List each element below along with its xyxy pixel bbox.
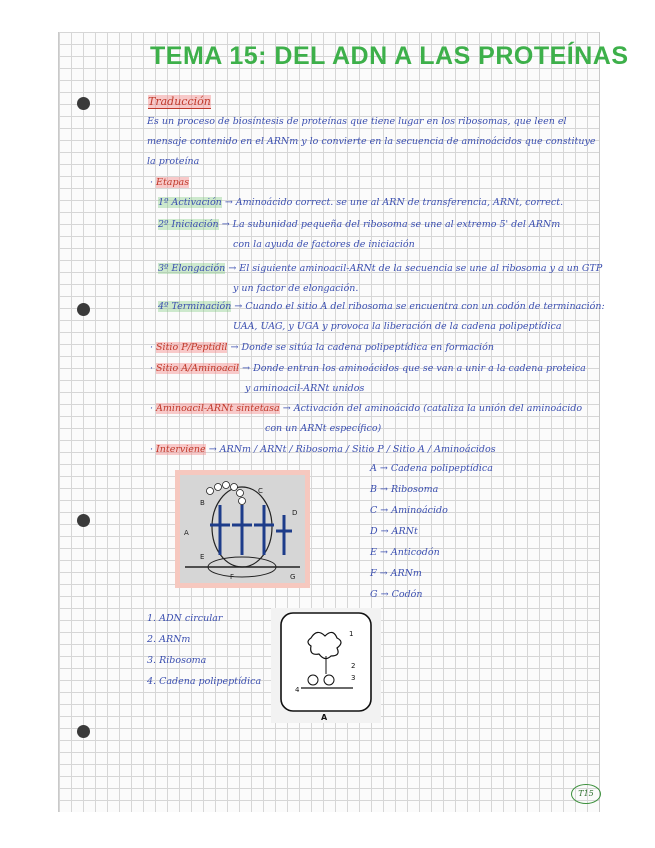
def-row: · Sitio A/Aminoacil → Donde entran los aminoácidos que se van a unir a la cadena proteica (150, 363, 586, 374)
etapa-cont: y un factor de elongación. (233, 283, 359, 294)
diagram-label: F (230, 573, 235, 581)
interviene-term: Interviene (156, 444, 206, 455)
etapa-cont: UAA, UAG, y UGA y provoca la liberación de la cadena polipeptídica (233, 321, 562, 332)
legend-item: 2. ARNm (147, 634, 191, 645)
legend-item: 4. Cadena polipeptídica (147, 676, 262, 687)
interviene-row: · Interviene → ARNm / ARNt / Ribosoma / Sitio P / Sitio A / Aminoácidos (150, 444, 496, 455)
legend-item: 1. ADN circular (147, 613, 223, 624)
etapa-term: 3º Elongación (158, 263, 226, 274)
diagram-label: C (258, 487, 263, 495)
etapa-term: 1º Activación (158, 197, 222, 208)
ribosome-illustration (180, 475, 305, 583)
def-row: · Sitio P/Peptidil → Donde se sitúa la cadena polipeptídica en formación (150, 342, 494, 353)
etapa-cont: con la ayuda de factores de iniciación (233, 239, 415, 250)
binder-hole (77, 303, 90, 316)
def-term: Aminoacil-ARNt sintetasa (156, 403, 280, 414)
polysome-illustration (271, 608, 381, 723)
diagram-number: 4 (295, 686, 300, 694)
page-stamp: T15 (571, 784, 601, 804)
interviene-text: → ARNm / ARNt / Ribosoma / Sitio P / Sitio A / Aminoácidos (208, 444, 496, 455)
etapa-text: → Aminoácido correct. se une al ARN de transferencia, ARNt, correct. (224, 197, 564, 208)
legend-item: A → Cadena polipeptídica (370, 463, 493, 474)
diagram-label: G (290, 573, 296, 581)
etapa-row (158, 196, 563, 209)
legend-item: D → ARNt (370, 526, 418, 537)
legend-item: 3. Ribosoma (147, 655, 207, 666)
intro-line: la proteína (147, 156, 200, 167)
def-text: → Donde entran los aminoácidos que se van a unir a la cadena proteica (242, 363, 586, 374)
etapa-text: → La subunidad pequeña del ribosoma se une al extremo 5' del ARNm (221, 219, 561, 230)
diagram-number: 3 (351, 674, 356, 682)
polysome-diagram (271, 608, 381, 723)
intro-line: Es un proceso de biosíntesis de proteínas que tiene lugar en los ribosomas, que leen el (147, 116, 567, 127)
def-term: Sitio P/Peptidil (156, 342, 228, 353)
binder-hole (77, 725, 90, 738)
diagram-label: E (200, 553, 205, 561)
etapa-row (158, 262, 602, 275)
intro-line: mensaje contenido en el ARNm y lo convierte en la secuencia de aminoácidos que constituye (147, 136, 596, 147)
diagram-caption: A (321, 713, 328, 722)
section-heading: Traducción (148, 95, 211, 108)
etapa-row (158, 218, 560, 231)
diagram-label: B (200, 499, 205, 507)
diagram-number: 1 (349, 630, 354, 638)
legend-item: C → Aminoácido (370, 505, 448, 516)
etapa-text: → El siguiente aminoacil-ARNt de la secuencia se une al ribosoma y a un GTP (228, 263, 603, 274)
etapas-label: Etapas (156, 177, 190, 188)
legend-item: B → Ribosoma (370, 484, 439, 495)
etapa-text: → Cuando el sitio A del ribosoma se encuentra con un codón de terminación: (234, 301, 605, 312)
diagram-label: D (292, 509, 298, 517)
legend-item: G → Codón (370, 589, 423, 600)
etapa-term: 4º Terminación (158, 301, 232, 312)
page-title: TEMA 15: DEL ADN A LAS PROTEÍNAS (150, 42, 629, 70)
diagram-number: 2 (351, 662, 356, 670)
def-row: · Aminoacil-ARNt sintetasa → Activación del aminoácido (cataliza la unión del aminoácido (150, 403, 583, 414)
def-term: Sitio A/Aminoacil (156, 363, 240, 374)
translation-diagram (175, 470, 310, 588)
binder-hole (77, 97, 90, 110)
etapa-row (158, 300, 605, 313)
def-cont: y aminoacil-ARNt unidos (245, 383, 365, 394)
etapa-term: 2º Iniciación (158, 219, 219, 230)
legend-item: F → ARNm (370, 568, 422, 579)
legend-item: E → Anticodón (370, 547, 440, 558)
diagram-label: A (184, 529, 189, 537)
def-text: → Activación del aminoácido (cataliza la unión del aminoácido (282, 403, 583, 414)
def-text: → Donde se sitúa la cadena polipeptídica en formación (230, 342, 494, 353)
def-cont: con un ARNt específico) (265, 423, 382, 434)
binder-hole (77, 514, 90, 527)
